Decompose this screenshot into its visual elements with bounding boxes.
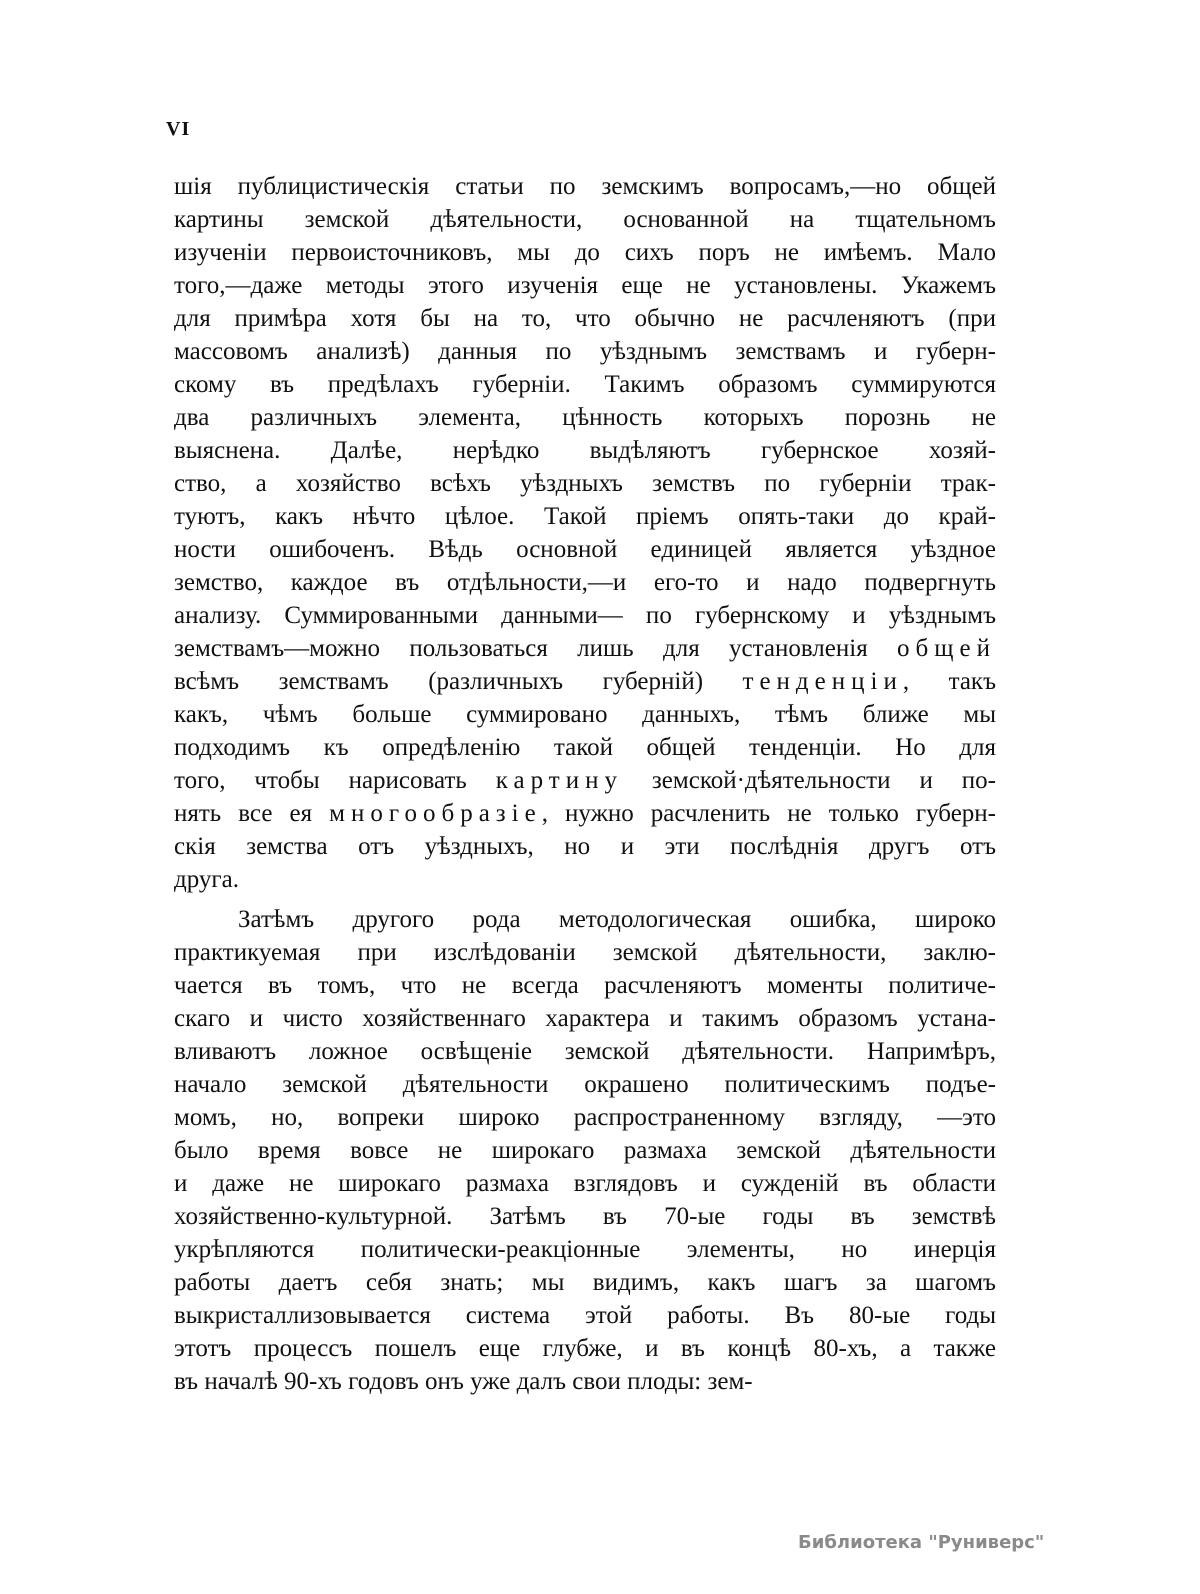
text-segment: начало земской дѣятельности окрашено политическимъ подъе-	[174, 1071, 996, 1098]
spaced-emphasis: тенденціи	[742, 668, 903, 695]
text-segment: земской·дѣятельности и по-	[622, 767, 996, 794]
text-line	[174, 1200, 996, 1233]
text-line	[174, 764, 996, 797]
text-line	[174, 269, 996, 302]
text-line	[174, 1167, 996, 1200]
text-segment: этотъ процессъ пошелъ еще глубже, и въ концѣ 80-хъ, а также	[174, 1335, 996, 1362]
text-segment: хозяйственно-культурной. Затѣмъ въ 70-ые годы въ земствѣ	[174, 1203, 996, 1230]
text-segment: выкристаллизовывается система этой работы. Въ 80-ые годы	[174, 1302, 996, 1329]
text-segment: , такъ	[902, 668, 996, 695]
text-line	[174, 863, 996, 896]
text-segment: вливаютъ ложное освѣщеніе земской дѣятельности. Напримѣръ,	[174, 1038, 996, 1065]
text-segment: того, чтобы нарисовать	[174, 767, 496, 794]
text-line	[174, 632, 996, 665]
text-line	[174, 302, 996, 335]
text-segment: выяснена. Далѣе, нерѣдко выдѣляютъ губернское хозяй-	[174, 437, 996, 464]
spaced-emphasis: многообразіе	[329, 800, 542, 827]
text-segment: того,—даже методы этого изученія еще не установлены. Укажемъ	[174, 272, 996, 299]
spaced-emphasis: общей	[897, 635, 996, 662]
text-segment: и даже не широкаго размаха взглядовъ и сужденій въ области	[174, 1170, 996, 1197]
text-line	[174, 1332, 996, 1365]
text-segment: подходимъ къ опредѣленію такой общей тенденціи. Но для	[174, 734, 996, 761]
text-line	[174, 969, 996, 1002]
text-line	[174, 236, 996, 269]
text-segment: , нужно расчленить не только губерн-	[541, 800, 996, 827]
text-segment: практикуемая при изслѣдованіи земской дѣятельности, заклю-	[174, 939, 996, 966]
text-segment: было время вовсе не широкаго размаха земской дѣятельности	[174, 1137, 996, 1164]
text-line	[174, 170, 996, 203]
text-segment: въ началѣ 90-хъ годовъ онъ уже далъ свои плоды: зем-	[174, 1368, 753, 1395]
text-line	[174, 599, 996, 632]
text-line	[174, 434, 996, 467]
text-line	[174, 401, 996, 434]
text-segment: два различныхъ элемента, цѣнность которыхъ порознь не	[174, 404, 996, 431]
text-line	[174, 500, 996, 533]
text-segment: момъ, но, вопреки широко распространенному взгляду, —это	[174, 1104, 996, 1131]
text-line	[174, 533, 996, 566]
body-text	[174, 170, 996, 1398]
text-line	[174, 903, 996, 936]
text-line	[174, 335, 996, 368]
text-segment: скія земства отъ уѣздныхъ, но и эти послѣднія другъ отъ	[174, 833, 996, 860]
text-segment: анализу. Суммированными данными— по губернскому и уѣзднымъ	[174, 602, 996, 629]
text-line	[174, 1068, 996, 1101]
text-line	[174, 698, 996, 731]
text-segment: земствамъ—можно пользоваться лишь для установленія	[174, 635, 898, 662]
text-line	[174, 1002, 996, 1035]
text-line	[174, 1035, 996, 1068]
library-watermark: Библиотека "Руниверс"	[798, 1532, 1045, 1553]
text-line	[174, 665, 996, 698]
text-segment: скаго и чисто хозяйственнаго характера и такимъ образомъ устана-	[174, 1005, 996, 1032]
text-line	[174, 467, 996, 500]
text-segment: укрѣпляются политически-реакціонные элементы, но инерція	[174, 1236, 996, 1263]
text-line	[174, 830, 996, 863]
text-segment: скому въ предѣлахъ губерніи. Такимъ образомъ суммируются	[174, 371, 996, 398]
text-line	[174, 1134, 996, 1167]
text-segment: изученіи первоисточниковъ, мы до сихъ поръ не имѣемъ. Мало	[174, 239, 996, 266]
text-segment: ности ошибоченъ. Вѣдь основной единицей является уѣздное	[174, 536, 996, 563]
text-line	[174, 1266, 996, 1299]
text-line	[174, 936, 996, 969]
spaced-emphasis: картину	[495, 767, 623, 794]
text-line	[174, 203, 996, 236]
text-line	[174, 1233, 996, 1266]
text-segment: друга.	[174, 866, 239, 893]
text-line	[174, 368, 996, 401]
text-line	[174, 566, 996, 599]
text-segment: массовомъ анализѣ) данныя по уѣзднымъ земствамъ и губерн-	[174, 338, 996, 365]
text-line	[174, 1365, 996, 1398]
text-segment: для примѣра хотя бы на то, что обычно не расчленяютъ (при	[174, 305, 996, 332]
text-segment: всѣмъ земствамъ (различныхъ губерній)	[174, 668, 743, 695]
text-segment: нять все ея	[174, 800, 330, 827]
text-line	[174, 731, 996, 764]
text-segment: Затѣмъ другого рода методологическая ошибка, широко	[238, 906, 996, 933]
text-segment: работы даетъ себя знать; мы видимъ, какъ шагъ за шагомъ	[174, 1269, 996, 1296]
text-segment: чается въ томъ, что не всегда расчленяютъ моменты политиче-	[174, 972, 996, 999]
text-segment: шія публицистическія статьи по земскимъ вопросамъ,—но общей	[174, 173, 996, 200]
text-segment: картины земской дѣятельности, основанной на тщательномъ	[174, 206, 996, 233]
text-line	[174, 1299, 996, 1332]
text-segment: какъ, чѣмъ больше суммировано данныхъ, тѣмъ ближе мы	[174, 701, 996, 728]
text-segment: туютъ, какъ нѣчто цѣлое. Такой пріемъ опять-таки до край-	[174, 503, 996, 530]
text-line	[174, 797, 996, 830]
text-segment: земство, каждое въ отдѣльности,—и его-то и надо подвергнуть	[174, 569, 996, 596]
text-segment: ство, а хозяйство всѣхъ уѣздныхъ земствъ по губерніи трак-	[174, 470, 996, 497]
paragraph	[174, 903, 996, 1398]
paragraph	[174, 170, 996, 896]
page-number: VI	[166, 118, 191, 140]
text-line	[174, 1101, 996, 1134]
